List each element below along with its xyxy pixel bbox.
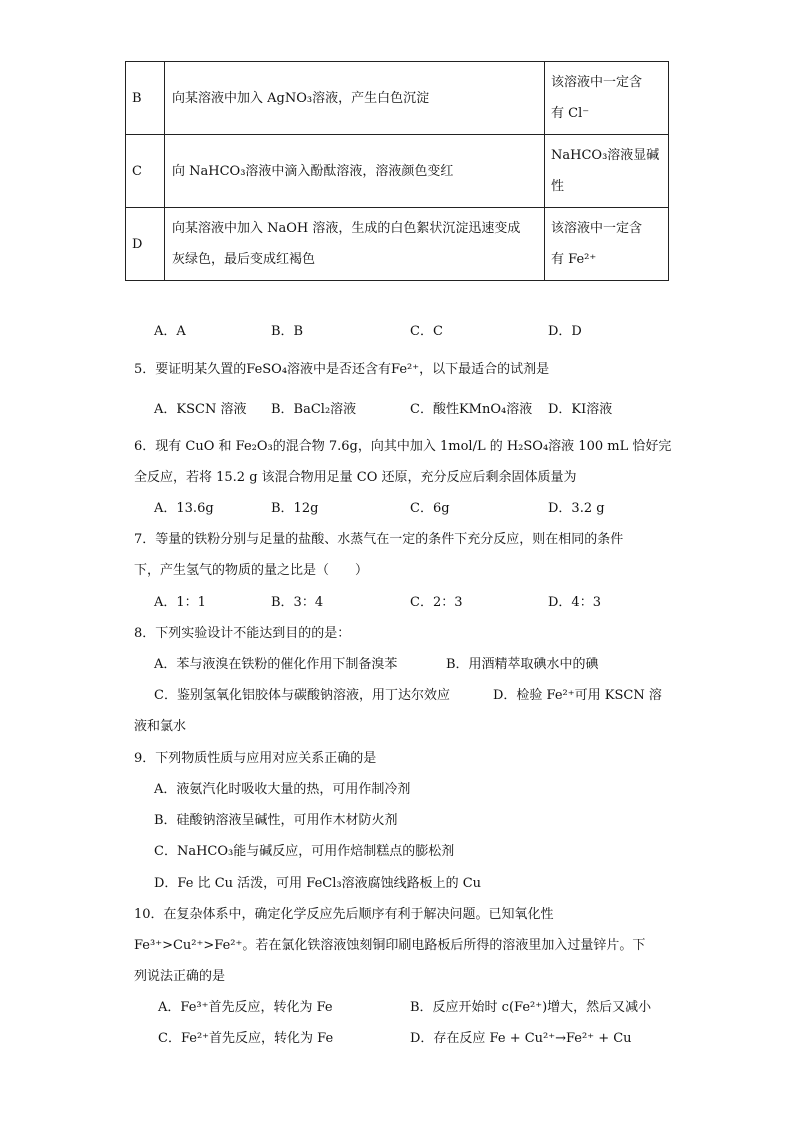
q5-option-c: C．酸性KMnO₄溶液 <box>410 402 533 417</box>
q10-option-b: B．反应开始时 c(Fe²⁺)增大，然后又减小 <box>410 1000 652 1015</box>
row-result <box>545 62 669 135</box>
q6-stem-line: 6．现有 CuO 和 Fe₂O₃的混合物 7.6g，向其中加入 1mol/L 的 H₂SO₄溶液 100 mL 恰好完 <box>134 439 672 454</box>
q5-stem: 5．要证明某久置的FeSO₄溶液中是否还含有Fe²⁺，以下最适合的试剂是 <box>134 362 550 377</box>
result-line: 有 Cl⁻ <box>551 106 590 121</box>
row-operation: 向 NaHCO₃溶液中滴入酚酞溶液，溶液颜色变红 <box>165 135 545 208</box>
row-label: B <box>126 62 165 135</box>
q5-option-d: D．KI溶液 <box>548 402 613 417</box>
q10-stem-line: 10．在复杂体系中，确定化学反应先后顺序有利于解决问题。已知氧化性 <box>134 907 554 922</box>
q7-option-c: C．2：3 <box>410 595 463 610</box>
q6-option-a: A．13.6g <box>154 501 214 516</box>
table-row <box>126 135 669 208</box>
q9-option-d: D．Fe 比 Cu 活泼，可用 FeCl₃溶液腐蚀线路板上的 Cu <box>154 876 482 891</box>
q6-option-d: D．3.2 g <box>548 501 605 516</box>
q4-option-d: D．D <box>548 324 582 339</box>
row-result <box>545 135 669 208</box>
result-line: 该溶液中一定含 <box>551 75 643 90</box>
q8-option-d: D．检验 Fe²⁺可用 KSCN 溶 <box>493 688 662 703</box>
q4-option-b: B．B <box>271 324 304 339</box>
q6-stem-line: 全反应，若将 15.2 g 该混合物用足量 CO 还原，充分反应后剩余固体质量为 <box>134 470 577 485</box>
result-line: 该溶液中一定含 <box>551 221 643 236</box>
q10-stem-line: Fe³⁺>Cu²⁺>Fe²⁺。若在氯化铁溶液蚀刻铜印刷电路板后所得的溶液里加入过量锌片。下 <box>134 938 646 953</box>
operation-line: 向某溶液中加入 NaOH 溶液，生成的白色絮状沉淀迅速变成 <box>172 221 521 236</box>
q9-option-b: B．硅酸钠溶液呈碱性，可用作木材防火剂 <box>154 813 398 828</box>
q5-option-a: A．KSCN 溶液 <box>154 402 247 417</box>
q9-option-c: C．NaHCO₃能与碱反应，可用作焙制糕点的膨松剂 <box>154 844 455 859</box>
q9-option-a: A．液氨汽化时吸收大量的热，可用作制冷剂 <box>154 782 411 797</box>
result-line: NaHCO₃溶液显碱 <box>551 148 660 163</box>
q10-option-c: C．Fe²⁺首先反应，转化为 Fe <box>158 1031 334 1046</box>
q10-option-d: D．存在反应 Fe + Cu²⁺→Fe²⁺ + Cu <box>410 1031 632 1046</box>
row-operation <box>165 208 545 281</box>
q10-stem-line: 列说法正确的是 <box>134 969 226 984</box>
q4-option-a: A．A <box>154 324 186 339</box>
q6-option-c: C．6g <box>410 501 450 516</box>
q7-option-d: D．4：3 <box>548 595 601 610</box>
q7-stem-line: 7．等量的铁粉分别与足量的盐酸、水蒸气在一定的条件下充分反应，则在相同的条件 <box>134 532 624 547</box>
q8-option-c: C．鉴别氢氧化铝胶体与碳酸钠溶液，用丁达尔效应 <box>154 688 450 703</box>
q10-option-a: A．Fe³⁺首先反应，转化为 Fe <box>158 1000 333 1015</box>
experiment-table <box>125 61 669 281</box>
row-label: C <box>126 135 165 208</box>
q8-option-d-cont: 液和氯水 <box>134 719 187 734</box>
result-line: 性 <box>551 179 565 194</box>
q7-stem-line: 下，产生氢气的物质的量之比是（ ） <box>134 563 369 578</box>
q4-option-c: C．C <box>410 324 443 339</box>
q8-option-a: A．苯与液溴在铁粉的催化作用下制备溴苯 <box>154 657 398 672</box>
q7-option-b: B．3：4 <box>271 595 324 610</box>
row-operation: 向某溶液中加入 AgNO₃溶液，产生白色沉淀 <box>165 62 545 135</box>
q6-option-b: B．12g <box>271 501 319 516</box>
q8-stem: 8．下列实验设计不能达到目的的是： <box>134 626 351 641</box>
table-row <box>126 208 669 281</box>
q9-stem: 9．下列物质性质与应用对应关系正确的是 <box>134 751 377 766</box>
q7-option-a: A．1：1 <box>154 595 206 610</box>
row-result <box>545 208 669 281</box>
operation-line: 灰绿色，最后变成红褐色 <box>172 252 316 267</box>
row-label: D <box>126 208 165 281</box>
table-row <box>126 62 669 135</box>
q8-option-b: B．用酒精萃取碘水中的碘 <box>446 657 599 672</box>
result-line: 有 Fe²⁺ <box>551 252 597 267</box>
q5-option-b: B．BaCl₂溶液 <box>271 402 357 417</box>
